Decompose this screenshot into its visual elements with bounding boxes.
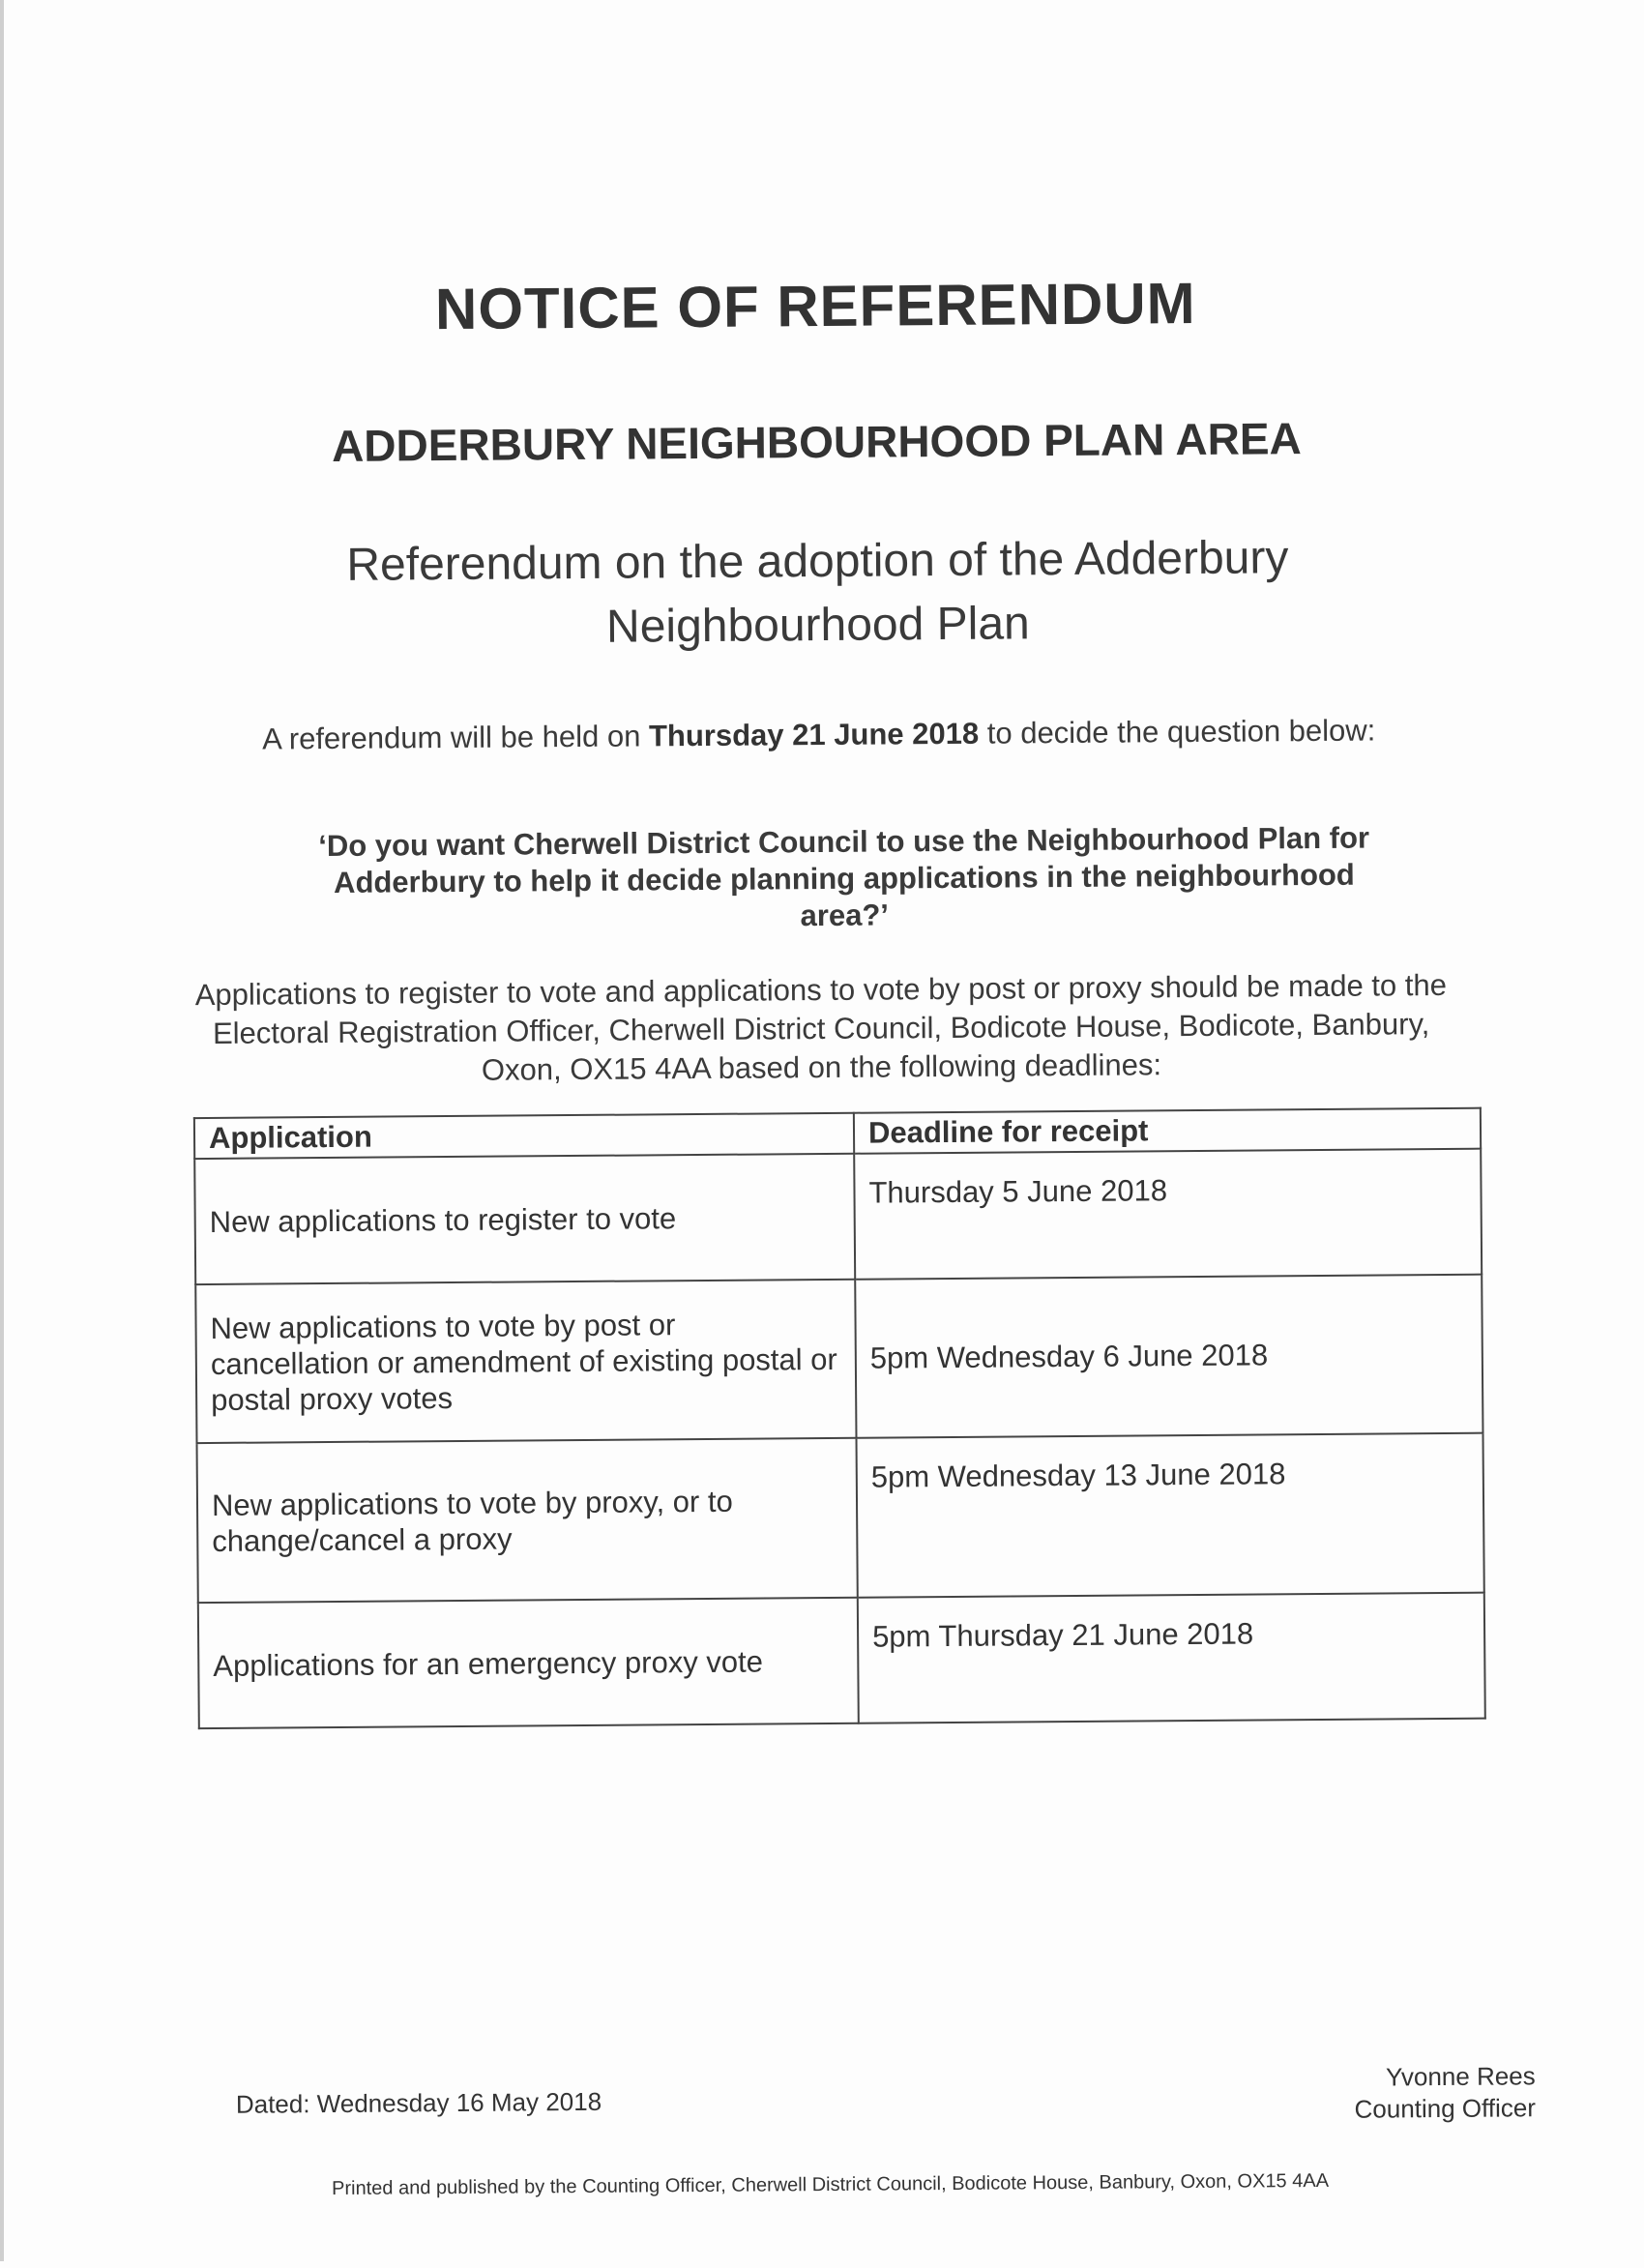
referendum-date: Thursday 21 June 2018	[648, 716, 980, 753]
deadline-cell: 5pm Wednesday 6 June 2018	[855, 1275, 1483, 1438]
application-cell: New applications to vote by post or cancellation or amendment of existing postal or postal proxy votes	[195, 1280, 856, 1443]
printed-by-line: Printed and published by the Counting Officer, Cherwell District Council, Bodicote House, Banbury, Oxon, OX15 4AA	[332, 2169, 1330, 2200]
officer-name: Yvonne Rees	[1385, 2061, 1536, 2092]
notice-title: NOTICE OF REFERENDUM	[434, 270, 1196, 342]
deadlines-table	[193, 1107, 1486, 1729]
header-deadline: Deadline for receipt	[854, 1108, 1481, 1154]
table-row	[198, 1593, 1485, 1728]
intro-text-after: to decide the question below:	[979, 713, 1376, 751]
referendum-intro	[0, 711, 1641, 758]
table-row	[197, 1433, 1484, 1603]
deadline-cell: 5pm Wednesday 13 June 2018	[856, 1433, 1483, 1598]
subtitle-line-2: Neighbourhood Plan	[605, 598, 1030, 653]
officer-title: Counting Officer	[1354, 2093, 1537, 2124]
deadline-cell: 5pm Thursday 21 June 2018	[858, 1593, 1485, 1723]
deadline-cell: Thursday 5 June 2018	[854, 1149, 1482, 1280]
application-cell: New applications to vote by proxy, or to change/cancel a proxy	[197, 1438, 858, 1603]
header-application: Application	[194, 1113, 854, 1159]
referendum-subtitle	[237, 525, 1398, 662]
plan-area-heading: ADDERBURY NEIGHBOURHOOD PLAN AREA	[331, 413, 1302, 471]
application-cell: Applications for an emergency proxy vote	[198, 1598, 859, 1728]
application-cell: New applications to register to vote	[194, 1154, 855, 1284]
intro-text-before: A referendum will be held on	[262, 719, 650, 756]
referendum-question: ‘Do you want Cherwell District Council to use the Neighbourhood Plan for Adderbury to help it decide planning applications in the neighbourhood area?’	[318, 820, 1370, 933]
table-row	[194, 1149, 1482, 1284]
applications-text: Applications to register to vote and applications to vote by post or proxy should be made to the Electoral Registration Officer, Cherwell District Council, Bodicote House, Bodicote, Banbury, Oxon, OX15 4AA based on the following deadlines:	[194, 967, 1448, 1087]
dated-line: Dated: Wednesday 16 May 2018	[235, 2086, 602, 2119]
subtitle-line-1: Referendum on the adoption of the Adderbury	[346, 532, 1289, 591]
counting-officer-signature	[1265, 2060, 1537, 2126]
table-row	[195, 1275, 1483, 1443]
